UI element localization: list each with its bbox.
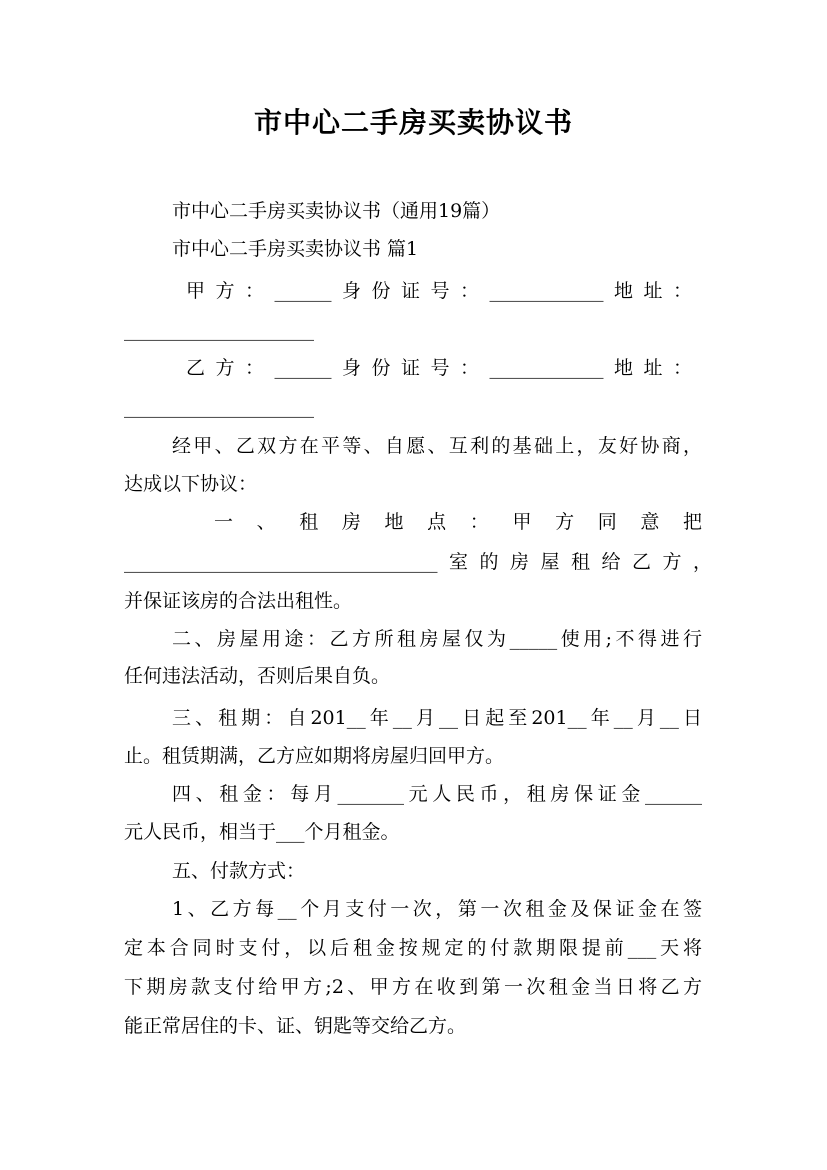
subtitle-line: 市中心二手房买卖协议书（通用19篇） (172, 200, 501, 222)
clause-one-line: _________________________________室的房屋租给乙方， (124, 551, 712, 573)
party-a-address-blank: ____________________ (124, 319, 314, 341)
clause-five-line: 能正常居住的卡、证、钥匙等交给乙方。 (124, 1015, 467, 1037)
clause-five-line: 下期房款支付给甲方;2、甲方在收到第一次租金当日将乙方 (124, 976, 702, 998)
clause-five-line: 定本合同时支付，以后租金按规定的付款期限提前___天将 (124, 937, 702, 959)
clause-three-line: 三、租期：自201__年__月__日起至201__年__月__日 (172, 707, 702, 729)
paragraph-line: 经甲、乙双方在平等、自愿、互利的基础上，友好协商， (172, 435, 702, 457)
paragraph-line: 达成以下协议： (124, 473, 258, 495)
party-b-line: 乙方：______身份证号：____________地址： (186, 357, 692, 379)
document-title: 市中心二手房买卖协议书 (253, 106, 573, 139)
party-a-line: 甲方：______身份证号：____________地址： (186, 280, 692, 302)
party-b-address-blank: ____________________ (124, 396, 314, 418)
clause-five-heading: 五、付款方式： (172, 860, 306, 882)
clause-two-line: 任何违法活动，否则后果自负。 (124, 665, 391, 687)
clause-four-line: 元人民币，相当于___个月租金。 (124, 821, 400, 843)
clause-four-line: 四、租金：每月_______元人民币，租房保证金______ (172, 783, 702, 805)
clause-three-line: 止。租赁期满，乙方应如期将房屋归回甲方。 (124, 745, 505, 767)
clause-one-line: 并保证该房的合法出租性。 (124, 590, 353, 612)
clause-two-line: 二、房屋用途：乙方所租房屋仅为_____使用;不得进行 (172, 628, 702, 650)
clause-five-line: 1、乙方每__个月支付一次，第一次租金及保证金在签 (172, 898, 702, 920)
section-heading: 市中心二手房买卖协议书 篇1 (172, 238, 419, 260)
clause-one-line: 一、租房地点：甲方同意把 (214, 511, 702, 533)
